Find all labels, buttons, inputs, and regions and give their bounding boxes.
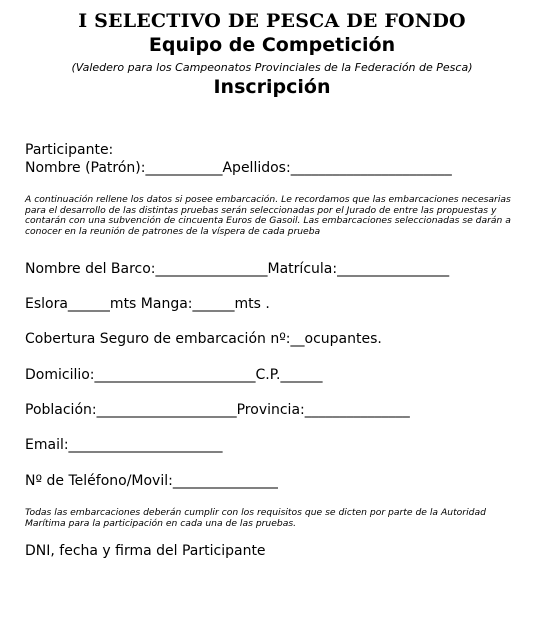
participante-label: Participante: [25,142,114,158]
validity-note: (Valedero para los Campeonatos Provinciales de la Federación de Pesca) [71,61,473,74]
section-heading: Inscripción [213,76,331,98]
telefono-field: Nº de Teléfono/Movil:_______________ [25,473,278,489]
eslora-manga-field: Eslora______mts Manga:______mts . [25,296,270,312]
cobertura-seguro-field: Cobertura Seguro de embarcación nº:__ocupantes. [25,331,382,347]
domicilio-cp-field: Domicilio:_______________________C.P.______ [25,367,323,383]
document-title: I SELECTIVO DE PESCA DE FONDO [78,10,466,32]
embarcacion-info-text [25,195,537,237]
info-line: contarán con una subvención de cincuenta Euros de Gasoil. Las embarcaciones seleccionadas se darán a [25,215,511,227]
nombre-apellidos-field: Nombre (Patrón):___________Apellidos:_______________________ [25,160,452,176]
info-line: A continuación rellene los datos si posee embarcación. Le recordamos que las embarcaciones necesarias [25,194,511,205]
firma-participante: DNI, fecha y firma del Participante [25,543,266,559]
info-line: conocer en la reunión de patrones de la víspera de cada prueba [25,225,321,237]
info-line: para el desarrollo de las distintas pruebas serán seleccionadas por el Jurado de entre las propuestas y [25,204,497,216]
footer-line: Marítima para la participación en cada una de las pruebas. [25,517,297,529]
barco-matricula-field: Nombre del Barco:________________Matrícula:________________ [25,261,450,277]
email-field: Email:______________________ [25,437,223,453]
footer-line: Todas las embarcaciones deberán cumplir con los requisitos que se dicten por parte de la Autoridad [25,507,486,518]
document-subtitle: Equipo de Competición [148,34,396,56]
poblacion-provincia-field: Población:____________________Provincia:_______________ [25,402,410,418]
requisitos-footer-text [25,508,537,529]
